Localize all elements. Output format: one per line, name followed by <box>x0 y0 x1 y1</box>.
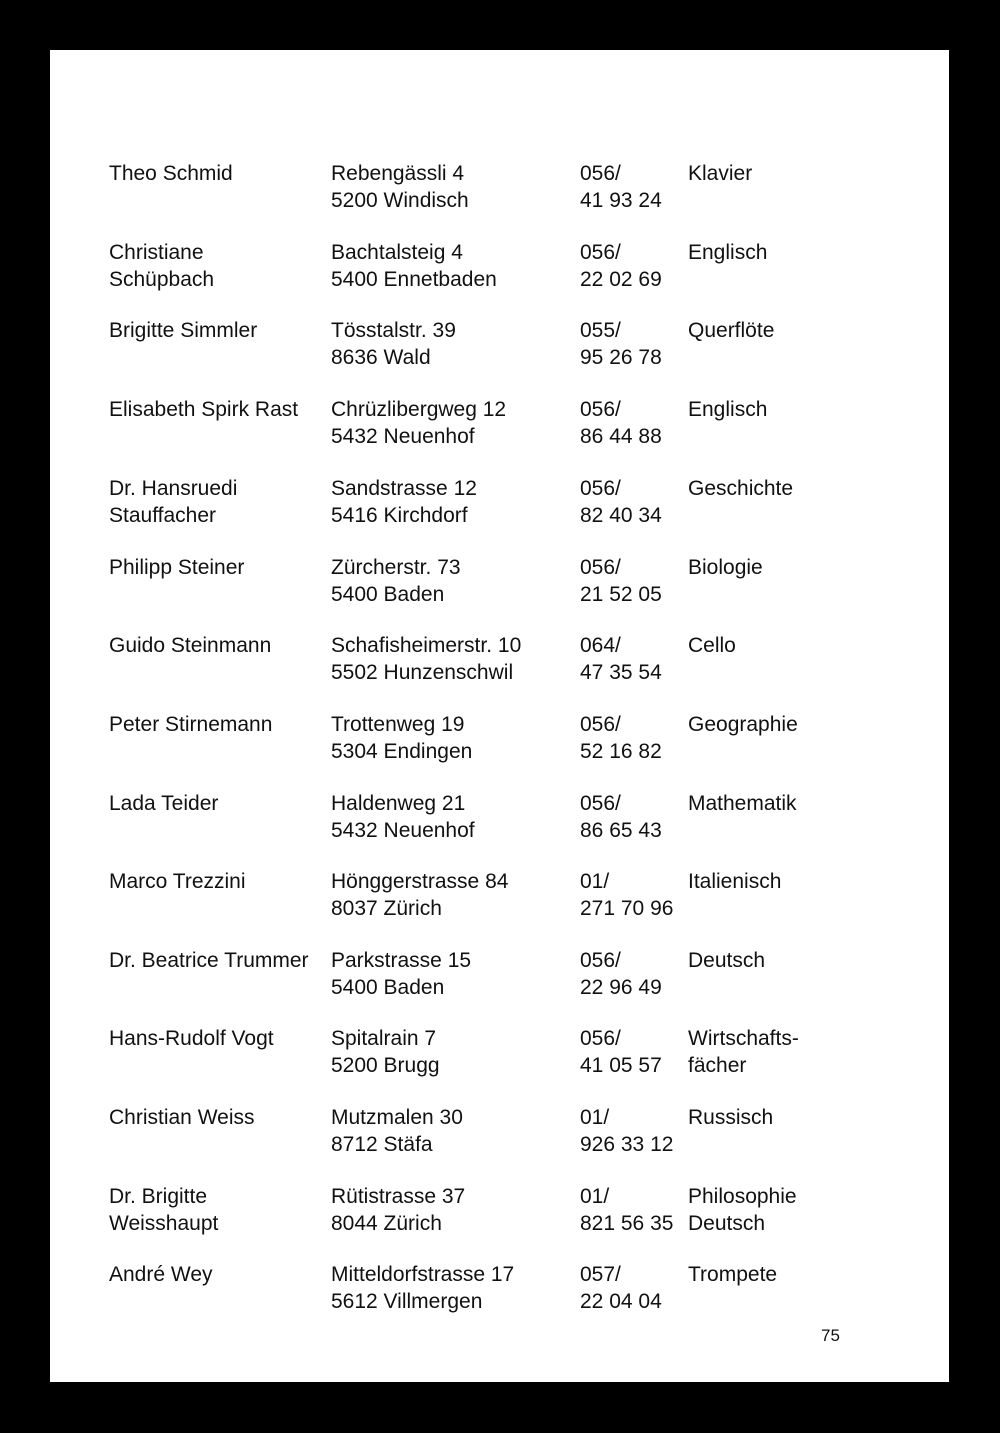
entry-address-line: 5400 Baden <box>331 976 445 999</box>
entry-name <box>109 317 257 344</box>
entry-address-line: 8044 Zürich <box>331 1212 442 1235</box>
entry-name <box>109 711 272 738</box>
entry-address <box>331 632 521 686</box>
entry-subject <box>688 239 767 266</box>
entry-subject <box>688 947 765 974</box>
entry-phone-line: 055/ <box>580 319 621 342</box>
entry-subject-line: Klavier <box>688 162 753 185</box>
directory-entry <box>50 475 949 535</box>
entry-phone-line: 86 65 43 <box>580 819 662 842</box>
entry-address <box>331 317 456 371</box>
directory-entry <box>50 790 949 850</box>
entry-phone-line: 056/ <box>580 713 621 736</box>
entry-subject <box>688 711 798 738</box>
directory-entry <box>50 239 949 299</box>
entry-phone-line: 056/ <box>580 949 621 972</box>
entry-subject-line: Geschichte <box>688 477 794 500</box>
entry-phone-line: 47 35 54 <box>580 661 662 684</box>
entry-phone <box>580 1261 662 1315</box>
entry-subject <box>688 868 781 895</box>
entry-phone <box>580 868 673 922</box>
entry-phone-line: 056/ <box>580 162 621 185</box>
entry-phone-line: 056/ <box>580 398 621 421</box>
entry-address <box>331 239 497 293</box>
entry-phone-line: 01/ <box>580 1106 610 1129</box>
entry-phone <box>580 317 662 371</box>
entry-name <box>109 1104 254 1131</box>
entry-subject <box>688 554 763 581</box>
entry-address-line: Haldenweg 21 <box>331 792 466 815</box>
entry-name-line: Guido Steinmann <box>109 634 272 657</box>
entry-name-line: André Wey <box>109 1263 213 1286</box>
entry-phone-line: 056/ <box>580 477 621 500</box>
entry-phone-line: 056/ <box>580 792 621 815</box>
entry-phone-line: 86 44 88 <box>580 425 662 448</box>
entry-address-line: 8636 Wald <box>331 346 431 369</box>
entry-name <box>109 1261 213 1288</box>
entry-phone-line: 821 56 35 <box>580 1212 674 1235</box>
entry-name <box>109 1025 274 1052</box>
entry-phone-line: 41 93 24 <box>580 189 662 212</box>
directory-entry <box>50 396 949 456</box>
entry-phone-line: 22 02 69 <box>580 268 662 291</box>
entry-subject <box>688 1025 799 1079</box>
entry-address <box>331 475 477 529</box>
entry-address <box>331 790 475 844</box>
entry-name-line: Dr. Hansruedi <box>109 477 238 500</box>
entry-address-line: 8712 Stäfa <box>331 1133 433 1156</box>
entry-subject-line: Deutsch <box>688 1212 766 1235</box>
entry-name-line: Brigitte Simmler <box>109 319 258 342</box>
entry-address-line: Bachtalsteig 4 <box>331 241 463 264</box>
entry-address-line: 5400 Baden <box>331 583 445 606</box>
entry-name <box>109 554 244 581</box>
entry-subject <box>688 632 736 659</box>
entry-address-line: 5432 Neuenhof <box>331 425 475 448</box>
entry-subject-line: Trompete <box>688 1263 778 1286</box>
entry-name <box>109 947 309 974</box>
entry-address <box>331 1025 440 1079</box>
entry-name-line: Elisabeth Spirk Rast <box>109 398 299 421</box>
document-page <box>50 50 949 1382</box>
entry-address-line: Chrüzlibergweg 12 <box>331 398 507 421</box>
entry-subject <box>688 1104 773 1131</box>
entry-address-line: Mutzmalen 30 <box>331 1106 463 1129</box>
entry-phone-line: 22 96 49 <box>580 976 662 999</box>
entry-subject-line: Querflöte <box>688 319 775 342</box>
entry-subject <box>688 475 793 502</box>
directory-entry <box>50 711 949 771</box>
entry-subject <box>688 317 774 344</box>
entry-name <box>109 632 271 659</box>
entry-name-line: Weisshaupt <box>109 1212 219 1235</box>
entry-address-line: 5200 Windisch <box>331 189 469 212</box>
entry-address-line: 5612 Villmergen <box>331 1290 483 1313</box>
entry-phone-line: 056/ <box>580 241 621 264</box>
entry-subject <box>688 1183 797 1237</box>
entry-name <box>109 868 246 895</box>
entry-name-line: Christiane <box>109 241 204 264</box>
entry-name-line: Dr. Beatrice Trummer <box>109 949 309 972</box>
entry-phone <box>580 239 662 293</box>
entry-address-line: 5200 Brugg <box>331 1054 440 1077</box>
entry-address-line: Rebengässli 4 <box>331 162 465 185</box>
entry-phone-line: 22 04 04 <box>580 1290 662 1313</box>
entry-subject-line: fächer <box>688 1054 747 1077</box>
entry-phone <box>580 396 662 450</box>
entry-address <box>331 396 506 450</box>
entry-name <box>109 239 214 293</box>
entry-name-line: Marco Trezzini <box>109 870 246 893</box>
entry-phone <box>580 632 662 686</box>
entry-subject-line: Englisch <box>688 398 768 421</box>
entry-phone <box>580 1183 673 1237</box>
page-number: 75 <box>821 1326 840 1345</box>
entry-subject-line: Englisch <box>688 241 768 264</box>
directory-entry <box>50 632 949 692</box>
entry-phone <box>580 790 662 844</box>
directory-entry <box>50 868 949 928</box>
entry-phone <box>580 1104 673 1158</box>
entry-phone <box>580 1025 662 1079</box>
entry-address-line: 5416 Kirchdorf <box>331 504 468 527</box>
entry-name-line: Schüpbach <box>109 268 215 291</box>
entry-address-line: 8037 Zürich <box>331 897 442 920</box>
entry-phone-line: 52 16 82 <box>580 740 662 763</box>
directory-entry <box>50 1025 949 1085</box>
directory-entry <box>50 1183 949 1243</box>
entry-phone-line: 01/ <box>580 1185 610 1208</box>
entry-phone-line: 056/ <box>580 1027 621 1050</box>
entry-address <box>331 1261 514 1315</box>
directory-entry <box>50 160 949 220</box>
entry-name-line: Stauffacher <box>109 504 217 527</box>
entry-phone <box>580 947 662 1001</box>
entry-address-line: 5400 Ennetbaden <box>331 268 497 291</box>
entry-address-line: Spitalrain 7 <box>331 1027 437 1050</box>
entry-phone-line: 95 26 78 <box>580 346 662 369</box>
entry-address-line: 5502 Hunzenschwil <box>331 661 514 684</box>
entry-address-line: Zürcherstr. 73 <box>331 556 461 579</box>
entry-name-line: Theo Schmid <box>109 162 233 185</box>
entry-name-line: Hans-Rudolf Vogt <box>109 1027 274 1050</box>
entry-subject-line: Wirtschafts- <box>688 1027 799 1050</box>
entry-phone <box>580 475 662 529</box>
entry-name-line: Christian Weiss <box>109 1106 255 1129</box>
entry-subject-line: Mathematik <box>688 792 797 815</box>
entry-address <box>331 1104 463 1158</box>
entry-address-line: Trottenweg 19 <box>331 713 465 736</box>
entry-phone-line: 064/ <box>580 634 621 657</box>
entry-phone <box>580 554 662 608</box>
directory-entry <box>50 947 949 1007</box>
entry-name <box>109 160 233 187</box>
entry-address-line: Schafisheimerstr. 10 <box>331 634 522 657</box>
entry-subject <box>688 396 767 423</box>
entry-subject-line: Geographie <box>688 713 798 736</box>
entry-subject-line: Philosophie <box>688 1185 797 1208</box>
entry-phone <box>580 160 662 214</box>
entry-address-line: 5304 Endingen <box>331 740 473 763</box>
entry-address <box>331 868 508 922</box>
entry-name <box>109 1183 218 1237</box>
entry-address-line: Tösstalstr. 39 <box>331 319 456 342</box>
entry-address <box>331 1183 465 1237</box>
entry-address <box>331 711 472 765</box>
directory-entry <box>50 1104 949 1164</box>
entry-phone-line: 057/ <box>580 1263 621 1286</box>
entry-subject <box>688 1261 777 1288</box>
entry-address <box>331 554 461 608</box>
directory-entry <box>50 317 949 377</box>
entry-name <box>109 396 298 423</box>
entry-address-line: Hönggerstrasse 84 <box>331 870 509 893</box>
entry-phone-line: 056/ <box>580 556 621 579</box>
entry-subject-line: Deutsch <box>688 949 766 972</box>
entry-address-line: Mitteldorfstrasse 17 <box>331 1263 515 1286</box>
entry-phone-line: 41 05 57 <box>580 1054 662 1077</box>
entry-name-line: Peter Stirnemann <box>109 713 273 736</box>
entry-subject-line: Russisch <box>688 1106 774 1129</box>
entry-subject <box>688 790 797 817</box>
directory-entry <box>50 554 949 614</box>
entry-address <box>331 160 469 214</box>
entry-phone-line: 21 52 05 <box>580 583 662 606</box>
entry-name <box>109 475 237 529</box>
entry-subject <box>688 160 752 187</box>
entry-address-line: 5432 Neuenhof <box>331 819 475 842</box>
entry-subject-line: Biologie <box>688 556 763 579</box>
entry-name-line: Lada Teider <box>109 792 219 815</box>
entry-name-line: Philipp Steiner <box>109 556 245 579</box>
entry-name-line: Dr. Brigitte <box>109 1185 208 1208</box>
entry-address-line: Parkstrasse 15 <box>331 949 472 972</box>
entry-phone-line: 01/ <box>580 870 610 893</box>
entry-phone-line: 271 70 96 <box>580 897 674 920</box>
entry-phone <box>580 711 662 765</box>
entry-name <box>109 790 218 817</box>
entry-phone-line: 82 40 34 <box>580 504 662 527</box>
entry-address <box>331 947 471 1001</box>
directory-entry <box>50 1261 949 1321</box>
entry-address-line: Rütistrasse 37 <box>331 1185 466 1208</box>
entry-subject-line: Italienisch <box>688 870 782 893</box>
entry-subject-line: Cello <box>688 634 736 657</box>
entry-address-line: Sandstrasse 12 <box>331 477 477 500</box>
entry-phone-line: 926 33 12 <box>580 1133 674 1156</box>
